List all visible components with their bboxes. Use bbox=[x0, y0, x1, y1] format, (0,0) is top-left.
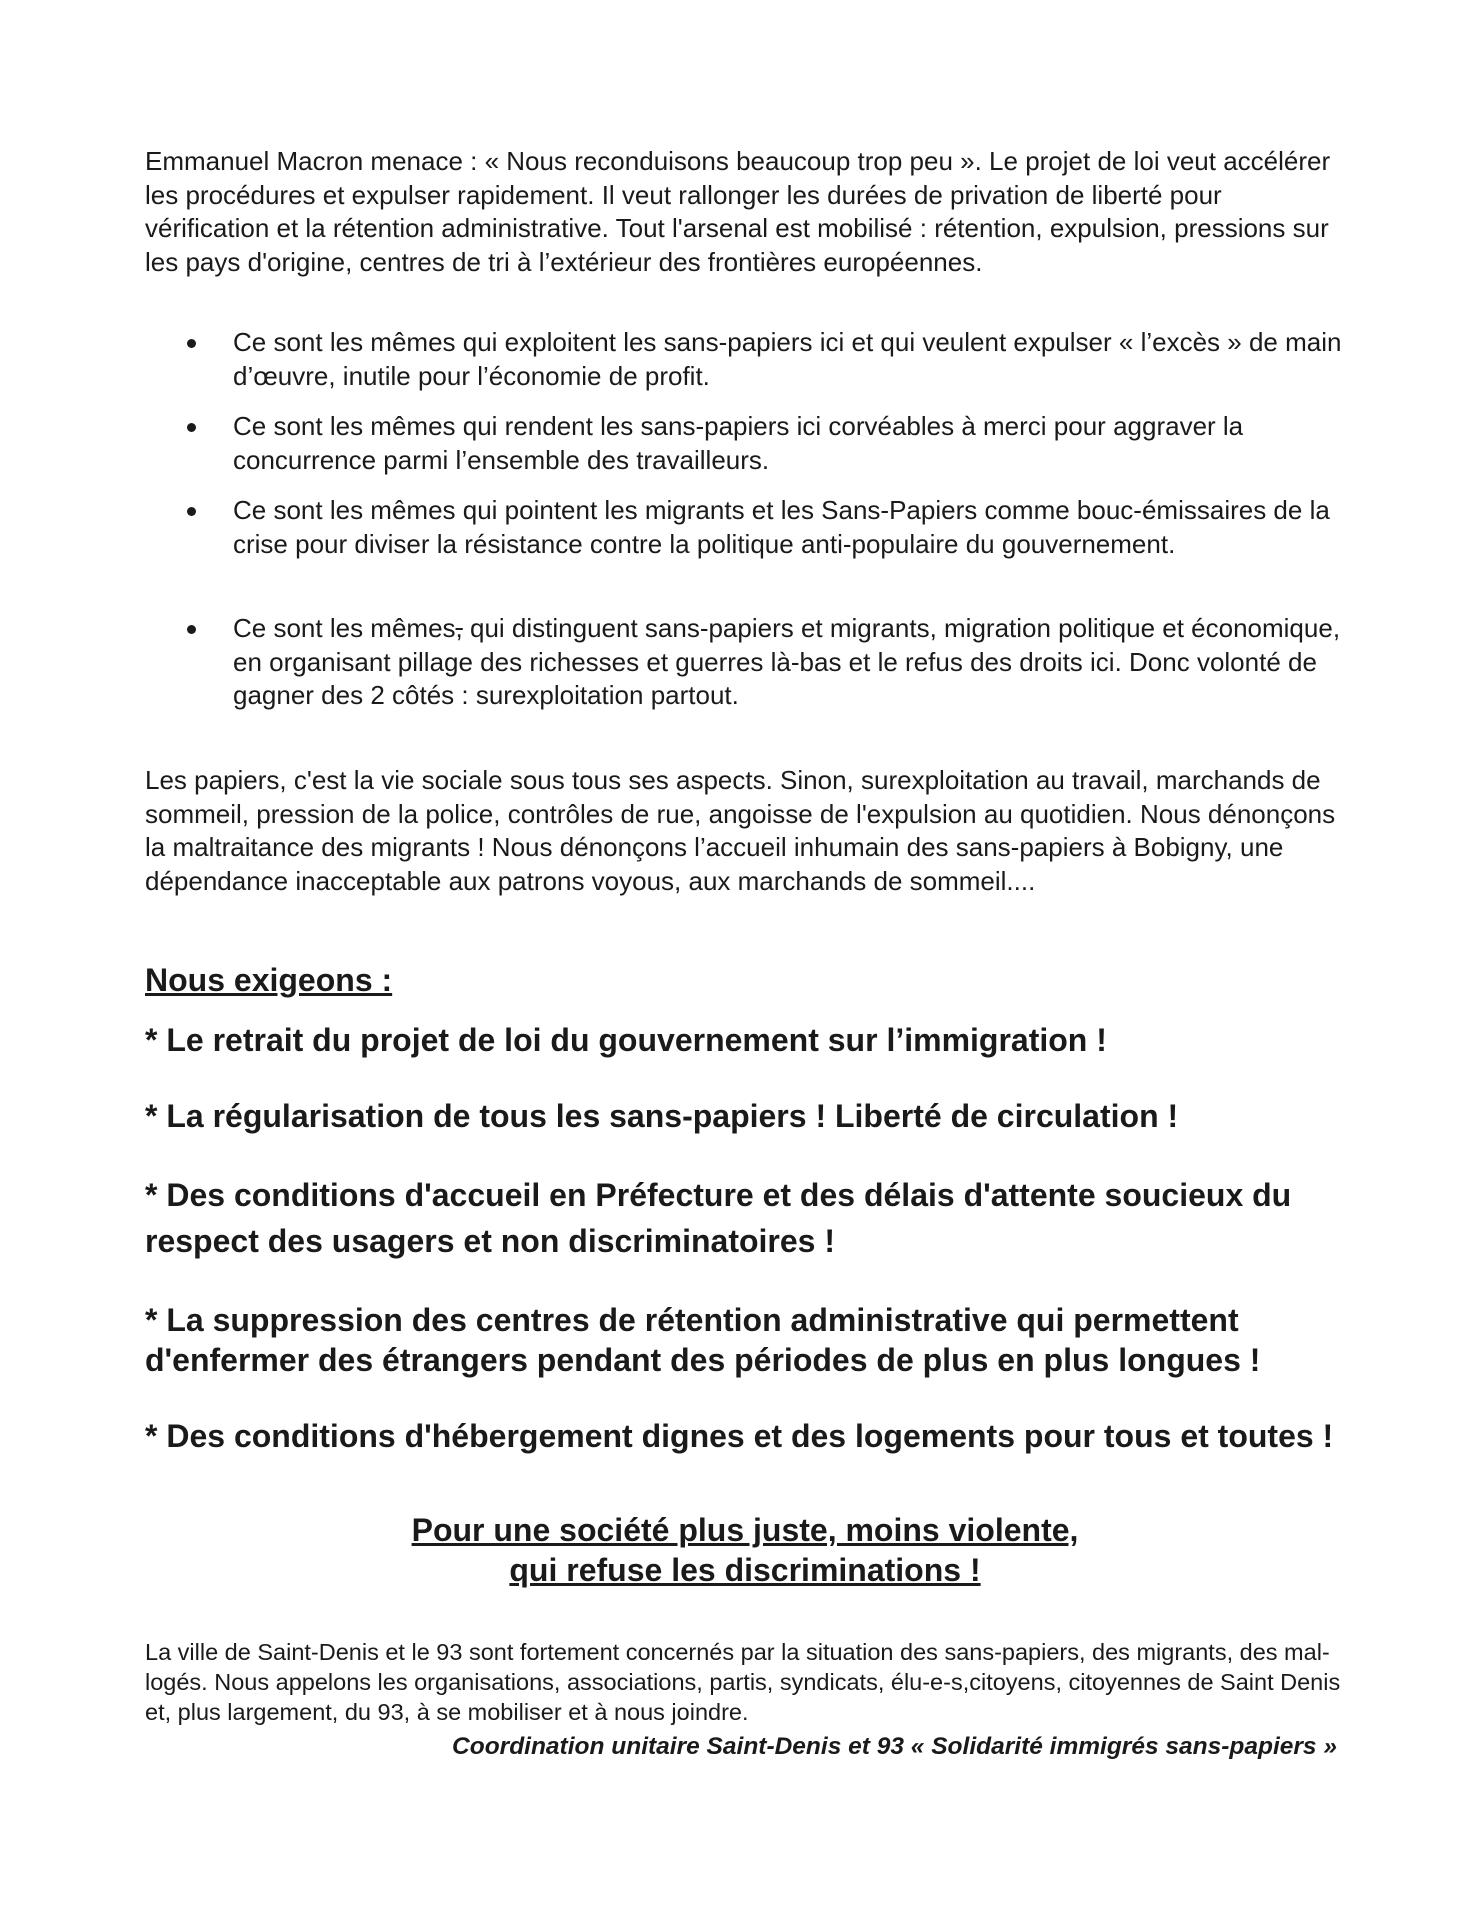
demand-item: * La suppression des centres de rétention administrative qui permettent d'enfermer des étrangers pendant des périodes de plus en plus longues ! bbox=[145, 1302, 1261, 1378]
demands-list bbox=[145, 1020, 1345, 1492]
bullet-text-end: qui distinguent sans-papiers et migrants, migration politique et économique, en organisant pillage des richesses et guerres là-bas et le refus des droits ici. Donc volonté de gagner des 2 côtés : surexploitation partout. bbox=[233, 613, 1341, 710]
slogan bbox=[145, 1510, 1345, 1590]
bullet-text-start: Ce sont les mêmes bbox=[233, 613, 456, 643]
bullet-text bbox=[233, 613, 1340, 710]
bullet-icon bbox=[187, 423, 196, 432]
bullet-text: Ce sont les mêmes qui exploitent les sans-papiers ici et qui veulent expulser « l’excès » de main d’œuvre, inutile pour l’économie de profit. bbox=[233, 327, 1342, 391]
slogan-line-1: Pour une société plus juste, moins violente, bbox=[411, 1512, 1079, 1548]
demand-item: * Le retrait du projet de loi du gouvernement sur l’immigration ! bbox=[145, 1022, 1107, 1058]
list-item bbox=[145, 410, 1345, 477]
demands-heading: Nous exigeons : bbox=[145, 962, 393, 998]
bullet-text: Ce sont les mêmes qui rendent les sans-papiers ici corvéables à merci pour aggraver la concurrence parmi l’ensemble des travailleurs. bbox=[233, 411, 1244, 475]
papers-paragraph: Les papiers, c'est la vie sociale sous tous ses aspects. Sinon, surexploitation au travail, marchands de sommeil, pression de la police, contrôles de rue, angoisse de l'expulsion au quotidien. Nous dénonçons la maltraitance des migrants ! Nous dénonçons l’accueil inhumain des sans-papiers à Bobigny, une dépendance inacceptable aux patrons voyous, aux marchands de sommeil.... bbox=[145, 765, 1336, 896]
demand-item: * Des conditions d'accueil en Préfecture et des délais d'attente soucieux du respect des usagers et non discriminatoires ! bbox=[145, 1177, 1292, 1259]
list-item bbox=[145, 494, 1345, 561]
bullet-icon bbox=[187, 339, 196, 348]
bullet-icon bbox=[187, 507, 196, 516]
bullet-text: Ce sont les mêmes qui pointent les migrants et les Sans-Papiers comme bouc-émissaires de la crise pour diviser la résistance contre la politique anti-populaire du gouvernement. bbox=[233, 495, 1330, 559]
demand-item: * La régularisation de tous les sans-papiers ! Liberté de circulation ! bbox=[145, 1098, 1179, 1134]
list-item bbox=[145, 612, 1345, 713]
closing-paragraph: La ville de Saint-Denis et le 93 sont fortement concernés par la situation des sans-papiers, des migrants, des mal-logés. Nous appelons les organisations, associations, partis, syndicats, élu-e-s,citoyens, citoyennes de Saint Denis et, plus largement, du 93, à se mobiliser et à nous joindre. bbox=[145, 1639, 1341, 1725]
list-item bbox=[145, 326, 1345, 393]
slogan-line-2: qui refuse les discriminations ! bbox=[509, 1552, 981, 1588]
bullet-list bbox=[145, 326, 1345, 713]
bullet-icon bbox=[187, 625, 196, 634]
demand-item: * Des conditions d'hébergement dignes et des logements pour tous et toutes ! bbox=[145, 1418, 1334, 1454]
struck-comma: , bbox=[455, 613, 463, 643]
signature: Coordination unitaire Saint-Denis et 93 « Solidarité immigrés sans-papiers » bbox=[452, 1733, 1337, 1760]
intro-paragraph: Emmanuel Macron menace : « Nous reconduisons beaucoup trop peu ». Le projet de loi veut accélérer les procédures et expulser rapidement. Il veut rallonger les durées de privation de liberté pour vérification et la rétention administrative. Tout l'arsenal est mobilisé : rétention, expulsion, pressions sur les pays d'origine, centres de tri à l’extérieur des frontières européennes. bbox=[145, 146, 1331, 277]
